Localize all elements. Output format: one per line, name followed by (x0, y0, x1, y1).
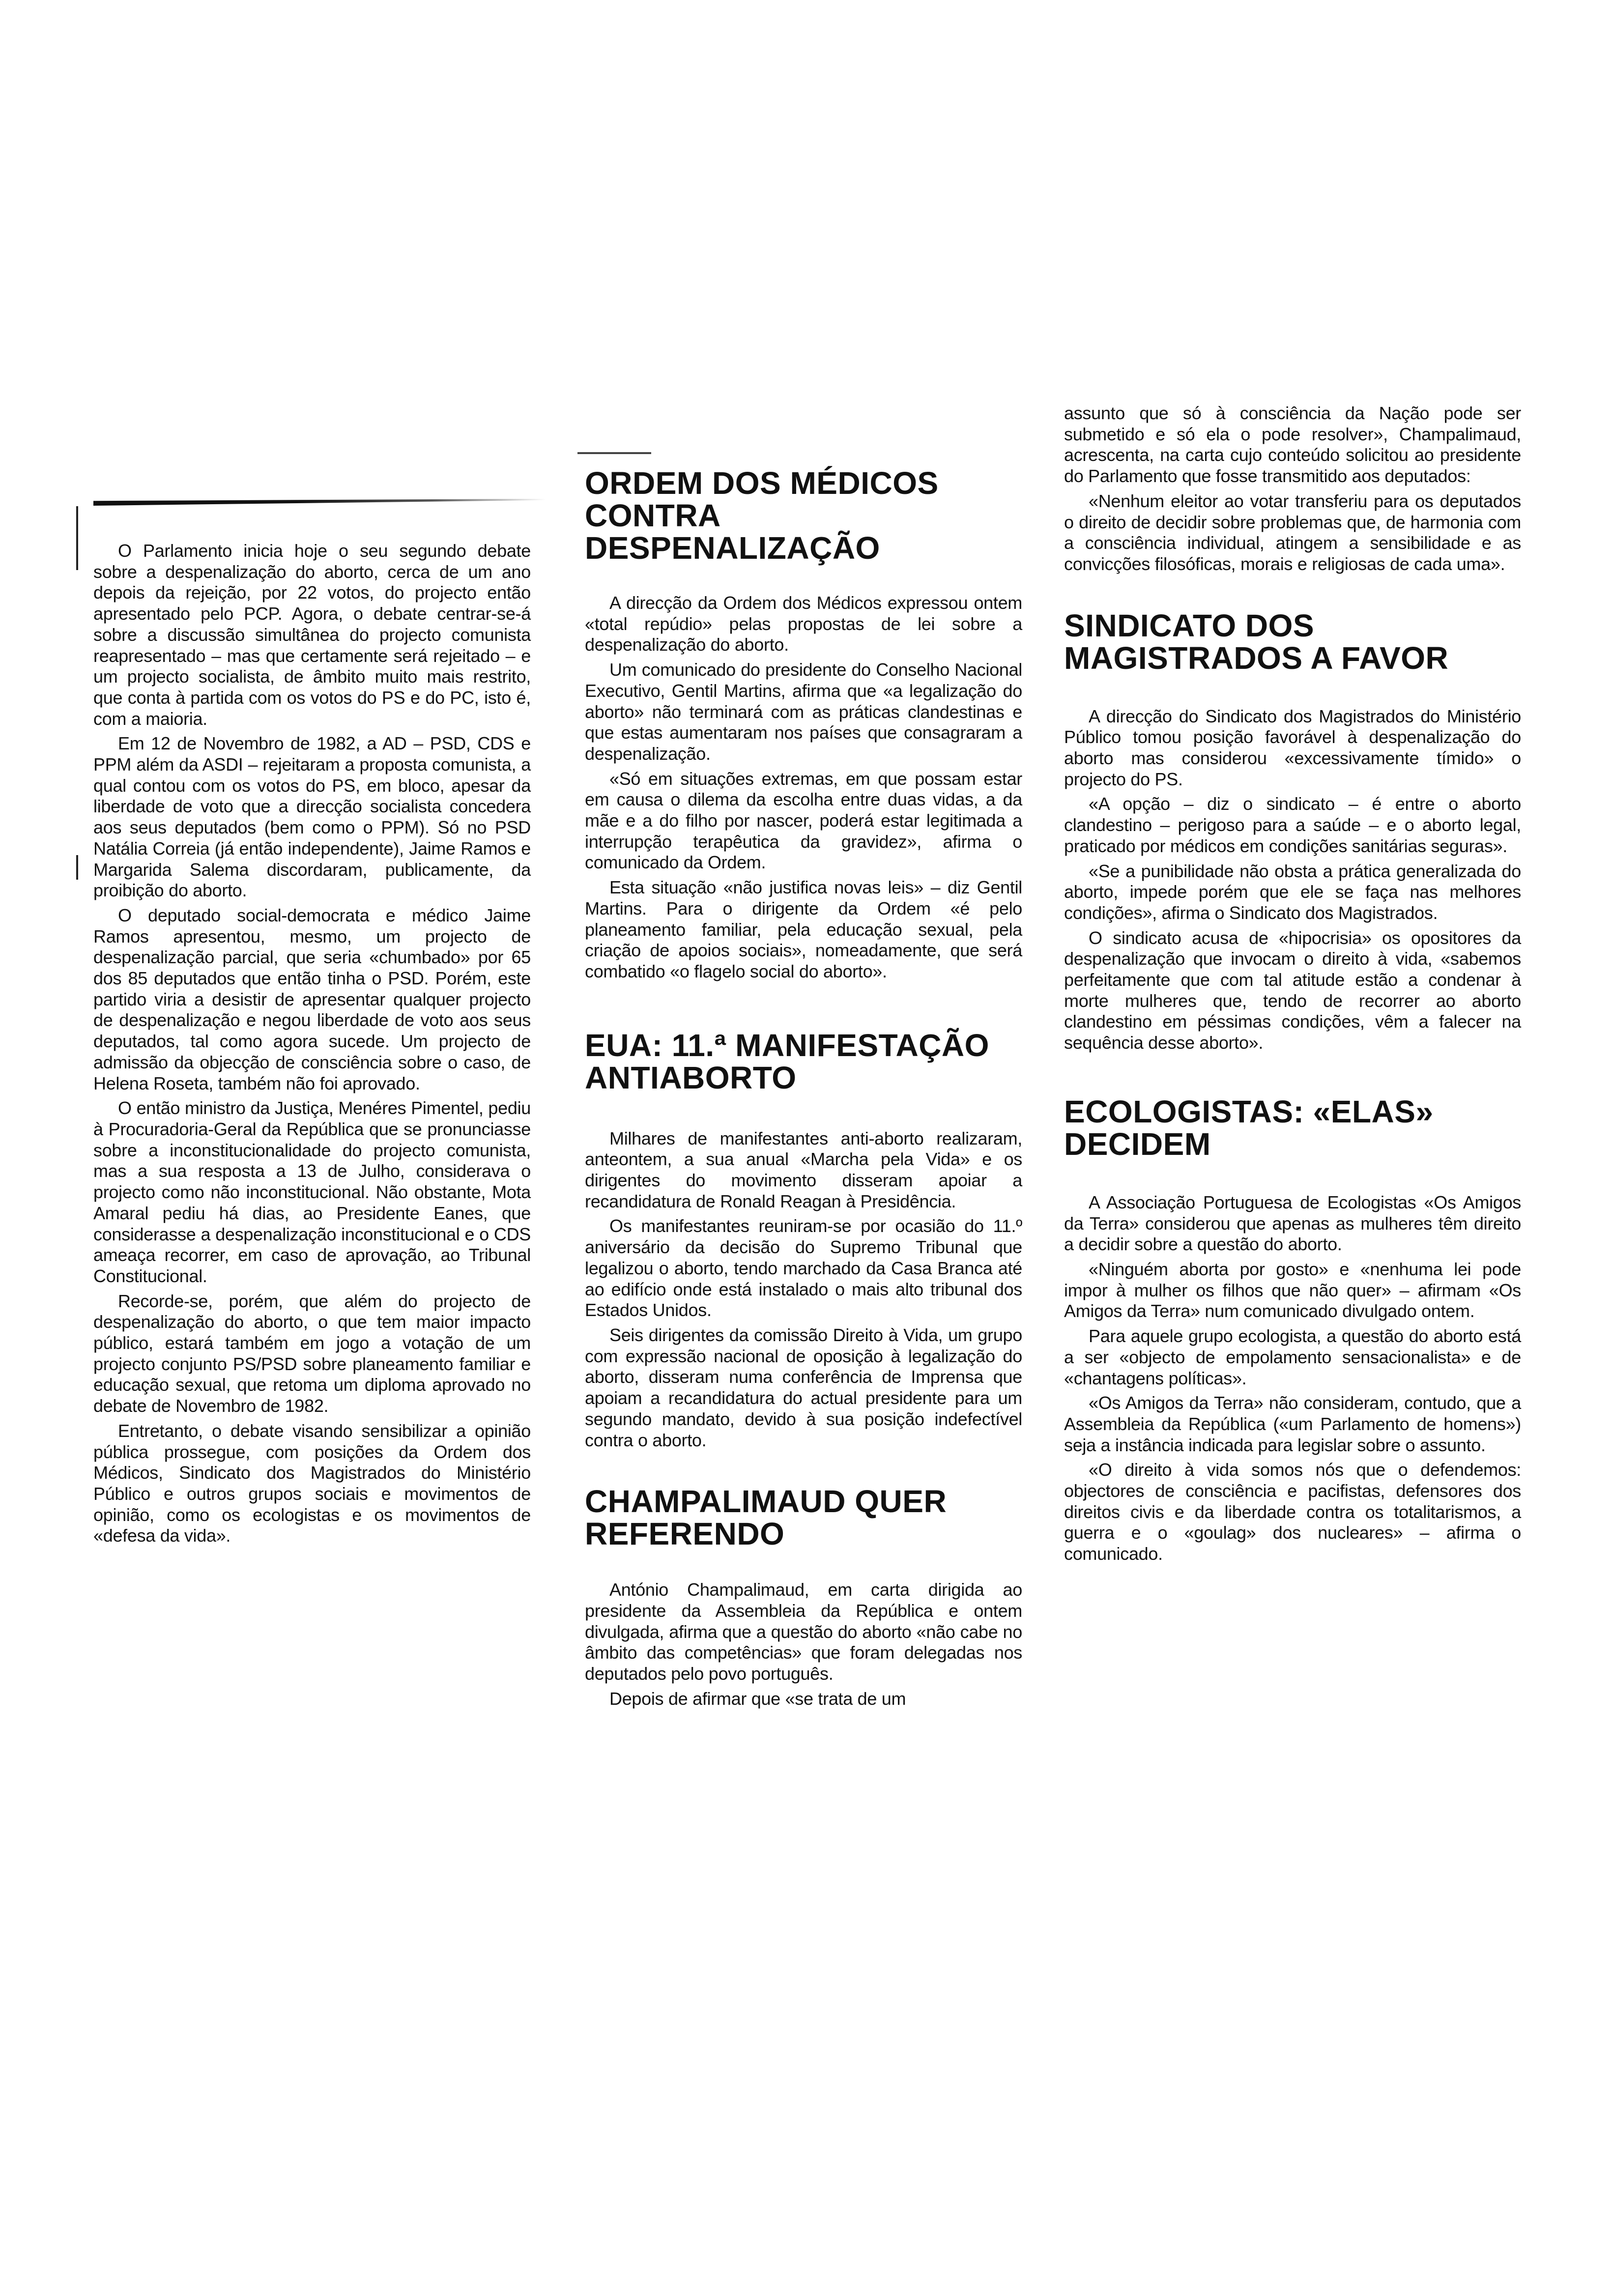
section-paragraph: O sindicato acusa de «hipocrisia» os opositores da despenalização que invocam o direito à vida, «sabemos perfeitamente que com tal atitude estão a condenar à morte mulheres que, tendo de recorrer ao aborto clandestino em péssimas condições, vêm a falecer na sequência desse aborto». (1064, 927, 1521, 1053)
section-paragraph: A direcção do Sindicato dos Magistrados do Ministério Público tomou posição favorável à despenalização do aborto mas considerou «excessivamente tímido» o projecto do PS. (1064, 706, 1521, 789)
article-paragraph: O deputado social-democrata e médico Jaime Ramos apresentou, mesmo, um projecto de despenalização parcial, que seria «chumbado» por 65 dos 85 deputados que então tinha o PSD. Porém, este partido viria a desistir de apresentar qualquer projecto de despenalização e negou liberdade de voto aos seus deputados, tal como agora sucede. Um projecto de admissão da objecção de consciência sobre o caso, de Helena Roseta, também não foi aprovado. (93, 905, 531, 1093)
section-champalimaud (585, 1485, 1022, 1709)
section-paragraph: Depois de afirmar que «se trata de um (609, 1688, 906, 1709)
section-heading: ECOLOGISTAS: «ELAS» DECIDEM (1064, 1093, 1434, 1162)
section-paragraph: A Associação Portuguesa de Ecologistas «Os Amigos da Terra» considerou que apenas as mulheres têm direito a decidir sobre a questão do aborto. (1064, 1192, 1521, 1255)
article-paragraph: O Parlamento inicia hoje o seu segundo debate sobre a despenalização do aborto, cerca de um ano depois da rejeição, por 22 votos, do projecto então apresentado pelo PCP. Agora, o debate centrar-se-á sobre a discussão simultânea do projecto comunista reapresentado – mas que certamente será rejeitado – e um projecto socialista, de âmbito muito mais restrito, que conta à partida com os votos do PS e do PC, isto é, com a maioria. (93, 541, 531, 729)
section-heading: EUA: 11.ª MANIFESTAÇÃO ANTIABORTO (585, 1027, 989, 1095)
section-heading: ORDEM DOS MÉDICOS CONTRA DESPENALIZAÇÃO (585, 465, 939, 566)
article-paragraph: Recorde-se, porém, que além do projecto de despenalização do aborto, o que tem maior impacto público, estará também em jogo a votação de um projecto conjunto PS/PSD sobre planeamento familiar e educação sexual, que retoma um diploma aprovado no debate de Novembro de 1982. (93, 1291, 531, 1416)
section-paragraph: assunto que só à consciência da Nação pode ser submetido e só ela o pode resolver», Champalimaud, acrescenta, na carta cujo conteúdo solicitou ao presidente do Parlamento que fosse transmitido aos deputados: (1064, 403, 1521, 487)
section-heading: CHAMPALIMAUD QUER REFERENDO (585, 1484, 947, 1552)
right-column (1064, 403, 1521, 1569)
section-paragraph: António Champalimaud, em carta dirigida ao presidente da Assembleia da República e ontem divulgada, afirma que a questão do aborto «não cabe no âmbito das competências» que foram delegadas nos deputados pelo povo português. (585, 1579, 1022, 1684)
champalimaud-continuation (1064, 403, 1521, 575)
section-paragraph: Para aquele grupo ecologista, a questão do aborto está a ser «objecto de empolamento sensacionalista» e de «chantagens políticas». (1064, 1326, 1521, 1388)
decorative-rule (93, 499, 546, 506)
section-sindicato (1064, 609, 1521, 1054)
section-paragraph: Milhares de manifestantes anti-aborto realizaram, anteontem, a sua anual «Marcha pela Vida» e os dirigentes do movimento disseram apoiar a recandidatura de Ronald Reagan à Presidência. (585, 1128, 1022, 1211)
section-heading: SINDICATO DOS MAGISTRADOS A FAVOR (1064, 607, 1449, 676)
section-eua (585, 1029, 1022, 1451)
section-paragraph: Seis dirigentes da comissão Direito à Vida, um grupo com expressão nacional de oposição à legalização do aborto, disseram numa conferência de Imprensa que apoiam a recandidatura do actual presidente para um segundo mandato, devido à sua posição indefectível contra o aborto. (585, 1324, 1022, 1450)
article-paragraph: Entretanto, o debate visando sensibilizar a opinião pública prossegue, com posições da Ordem dos Médicos, Sindicato dos Magistrados do Ministério Público e outros grupos sociais e movimentos de opinião, como os ecologistas e os movimentos de «defesa da vida». (93, 1420, 531, 1546)
middle-column (585, 467, 1022, 1713)
main-article (93, 541, 531, 1550)
margin-mark (76, 855, 78, 880)
section-paragraph: «O direito à vida somos nós que o defendemos: objectores de consciência e pacifistas, defensores dos direitos civis e da liberdade contra os totalitarismos, a guerra e o «goulag» dos nucleares» – afirma o comunicado. (1064, 1460, 1521, 1564)
section-paragraph: Esta situação «não justifica novas leis» – diz Gentil Martins. Para o dirigente da Ordem «é pelo planeamento familiar, pela educação sexual, pela criação de apoios sociais», nomeadamente, que será combatido «o flagelo social do aborto». (585, 877, 1022, 981)
article-paragraph: Em 12 de Novembro de 1982, a AD – PSD, CDS e PPM além da ASDI – rejeitaram a proposta comunista, a qual contou com os votos do PS, em bloco, apesar da liberdade de voto que a direcção socialista concedera aos seus deputados (bem como o PPM). Só no PSD Natália Correia (já então independente), Jaime Ramos e Margarida Salema discordaram, publicamente, da proibição do aborto. (93, 733, 531, 901)
margin-mark (76, 506, 78, 570)
article-paragraph: O então ministro da Justiça, Menéres Pimentel, pediu à Procuradoria-Geral da República que se pronunciasse sobre a inconstitucionalidade do projecto comunista, mas a sua resposta a 13 de Julho, considerava o projecto como não inconstitucional. Não obstante, Mota Amaral pediu há dias, ao Presidente Eanes, que considerasse a despenalização inconstitucional e o CDS ameaça recorrer, em caso de aprovação, ao Tribunal Constitucional. (93, 1098, 531, 1286)
section-ecologistas (1064, 1095, 1521, 1565)
section-paragraph: A direcção da Ordem dos Médicos expressou ontem «total repúdio» pelas propostas de lei sobre a despenalização do aborto. (585, 593, 1022, 655)
section-paragraph: «Ninguém aborta por gosto» e «nenhuma lei pode impor à mulher os filhos que não quer» – afirmam «Os Amigos da Terra» num comunicado divulgado ontem. (1064, 1259, 1521, 1321)
section-paragraph: «A opção – diz o sindicato – é entre o aborto clandestino – perigoso para a saúde – e o aborto legal, praticado por médicos em condições sanitárias seguras». (1064, 794, 1521, 856)
section-paragraph: Os manifestantes reuniram-se por ocasião do 11.º aniversário da decisão do Supremo Tribunal que legalizou o aborto, tendo marchado da Casa Branca até ao edifício onde está instalado o mais alto tribunal dos Estados Unidos. (585, 1216, 1022, 1320)
section-paragraph: «Nenhum eleitor ao votar transferiu para os deputados o direito de decidir sobre problemas que, de harmonia com a consciência individual, atingem a sensibilidade e as convicções filosóficas, morais e religiosas de cada uma». (1064, 490, 1521, 574)
section-paragraph: Um comunicado do presidente do Conselho Nacional Executivo, Gentil Martins, afirma que «a legalização do aborto» não terminará com as práticas clandestinas e que estas aumentaram nos países que consagraram a despenalização. (585, 660, 1022, 764)
section-paragraph: «Se a punibilidade não obsta a prática generalizada do aborto, impede porém que ele se faça nas melhores condições», afirma o Sindicato dos Magistrados. (1064, 861, 1521, 923)
section-ordem-medicos (585, 467, 1022, 982)
section-paragraph: «Só em situações extremas, em que possam estar em causa o dilema da escolha entre duas vidas, a da mãe e a do filho por nascer, poderá estar legitimada a interrupção terapêutica da gravidez», afirma o comunicado da Ordem. (585, 768, 1022, 873)
section-paragraph: «Os Amigos da Terra» não consideram, contudo, que a Assembleia da República («um Parlamento de homens») seja a instância indicada para legislar sobre o assunto. (1064, 1393, 1521, 1455)
decorative-rule-short (577, 452, 651, 454)
